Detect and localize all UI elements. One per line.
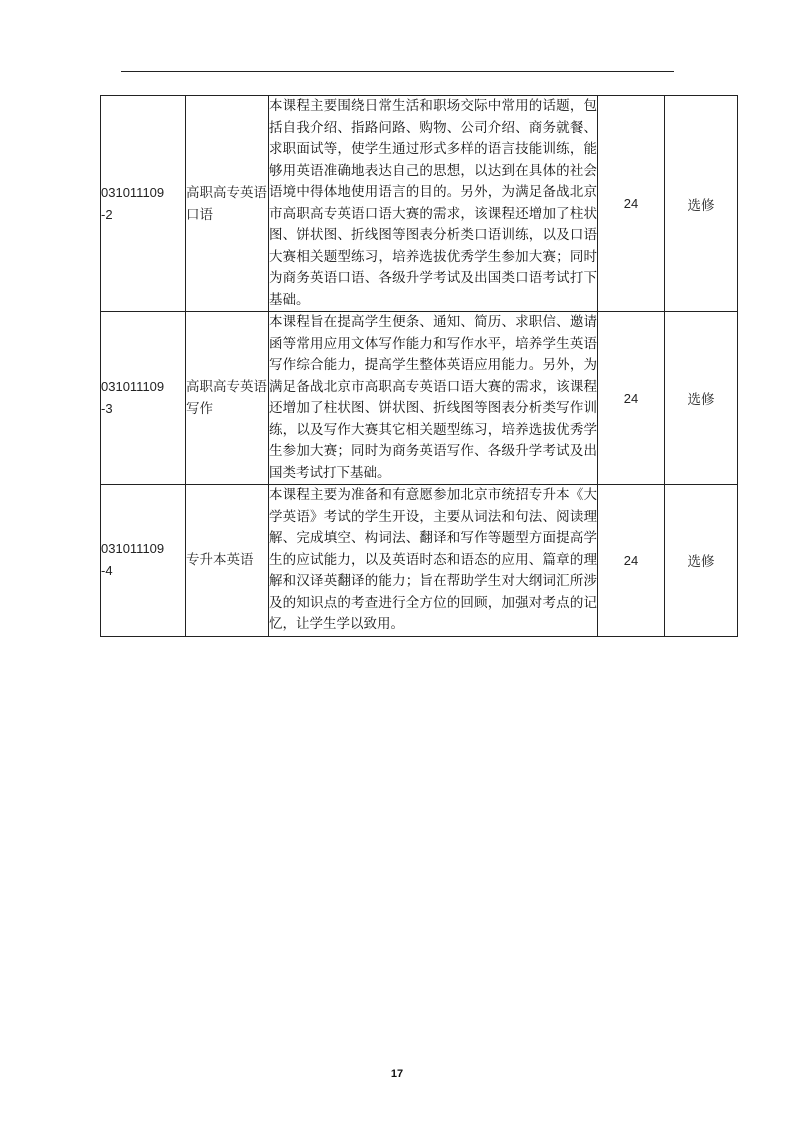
course-code <box>101 96 186 312</box>
course-name: 高职高专英语口语 <box>186 96 269 312</box>
course-code-suffix: -3 <box>101 401 113 416</box>
course-description: 本课程主要为准备和有意愿参加北京市统招专升本《大学英语》考试的学生开设，主要从词法和句法、阅读理解、完成填空、构词法、翻译和写作等题型方面提高学生的应试能力，以及英语时态和语态的应用、篇章的理解和汉译英翻译的能力；旨在帮助学生对大纲词汇所涉及的知识点的考查进行全方位的回顾，加强对考点的记忆，让学生学以致用。 <box>269 485 598 637</box>
course-code-line: 031011109 <box>101 379 165 394</box>
course-code-suffix: -4 <box>101 563 113 579</box>
table-row <box>101 96 738 312</box>
course-type: 选修 <box>665 485 738 637</box>
table-row <box>101 485 738 637</box>
course-table <box>100 95 738 637</box>
course-name: 高职高专英语写作 <box>186 312 269 485</box>
table-row <box>101 312 738 485</box>
course-description: 本课程主要围绕日常生活和职场交际中常用的话题，包括自我介绍、指路问路、购物、公司介绍、商务就餐、求职面试等，使学生通过形式多样的语言技能训练，能够用英语准确地表达自己的思想，以达到在具体的社会语境中得体地使用语言的目的。另外，为满足备战北京市高职高专英语口语大赛的需求，该课程还增加了柱状图、饼状图、折线图等图表分析类口语训练，以及口语大赛相关题型练习，培养选拔优秀学生参加大赛；同时为商务英语口语、各级升学考试及出国类口语考试打下基础。 <box>269 96 598 312</box>
course-code <box>101 312 186 485</box>
course-code <box>101 485 186 637</box>
course-hours: 24 <box>598 96 665 312</box>
course-hours: 24 <box>598 312 665 485</box>
course-code-line: 031011109 <box>101 184 165 200</box>
course-code-suffix: -2 <box>101 206 113 222</box>
header-rule <box>121 71 674 72</box>
course-description: 本课程旨在提高学生便条、通知、简历、求职信、邀请函等常用应用文体写作能力和写作水平，培养学生英语写作综合能力，提高学生整体英语应用能力。另外，为满足备战北京市高职高专英语口语大赛的需求，该课程还增加了柱状图、饼状图、折线图等图表分析类写作训练，以及写作大赛其它相关题型练习，培养选拔优秀学生参加大赛；同时为商务英语写作、各级升学考试及出国类考试打下基础。 <box>269 312 598 485</box>
course-name: 专升本英语 <box>186 485 269 637</box>
course-type: 选修 <box>665 312 738 485</box>
page-number: 17 <box>390 1068 404 1080</box>
course-type: 选修 <box>665 96 738 312</box>
course-hours: 24 <box>598 485 665 637</box>
course-code-line: 031011109 <box>101 541 165 557</box>
